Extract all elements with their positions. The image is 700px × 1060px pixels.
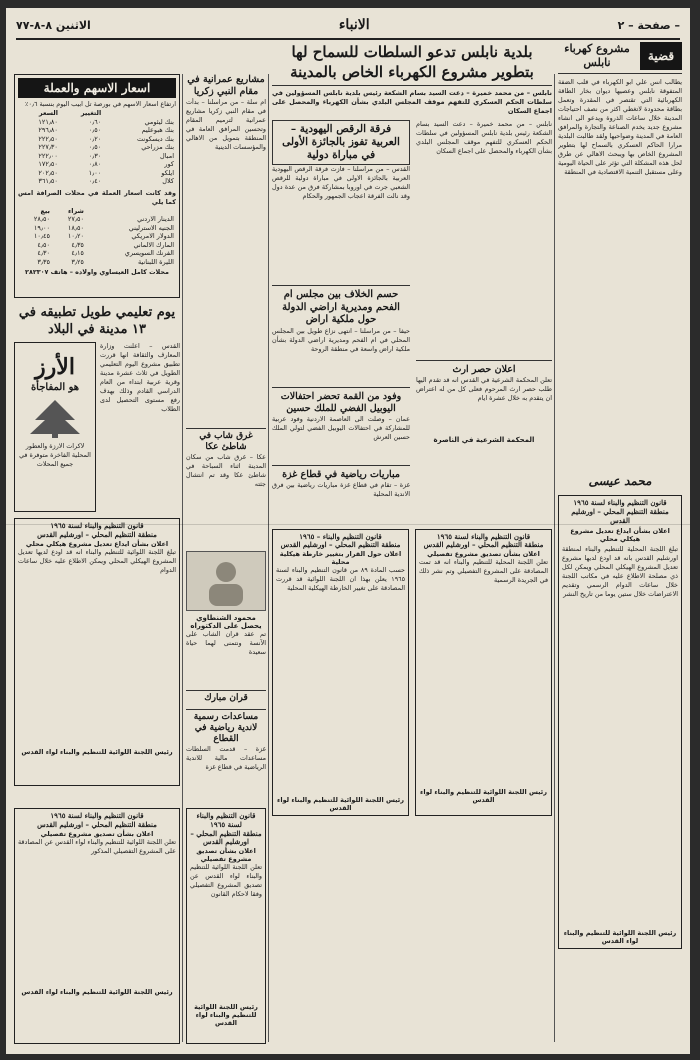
currency-body xyxy=(18,215,176,266)
currency-sell: ١٩٫٠٠ xyxy=(33,223,50,232)
notice-body: تعلن اللجنة اللوائية للتنظيم والبناء لواء القدس عن المصادقة على المشروع التفصيلي المذكور xyxy=(18,837,176,855)
stock-name: بنك ليئومي xyxy=(144,117,174,126)
currency-title: وقد كانت اسعار العملة في محلات الصرافة امس كما يلي xyxy=(18,188,176,206)
stock-name: بنك مزراحي xyxy=(141,143,174,151)
notice-title: قانون التنظيم والبناء لسنة ١٩٦٥ xyxy=(573,498,667,507)
photo-caption: محمود الشنطاوي يحصل على الدكتوراه xyxy=(190,614,262,631)
stock-row xyxy=(18,160,176,169)
currency-name: الفرنك السويسري xyxy=(124,249,174,257)
stock-name: ايلكو xyxy=(161,168,174,177)
ad-title: الأرز xyxy=(35,354,75,380)
main-subcolumns xyxy=(272,120,552,521)
currency-row xyxy=(18,249,176,258)
article-headline: فرقة الرقص اليهودية – العربية تفوز بالجائزة الأولى في مباراة دولية xyxy=(272,120,410,165)
stock-name: بنك هبوعليم xyxy=(141,126,174,134)
notice-title: قانون التنظيم والبناء لسنة ١٩٦٥ xyxy=(436,531,531,541)
stock-row xyxy=(18,143,176,152)
article-headline: مشاريع عمرانية في مقام النبي زكريا xyxy=(187,74,265,97)
currency-name: المارك الالماني xyxy=(133,240,174,249)
notice-title: قانون التنظيم والبناء – ١٩٦٥ xyxy=(299,531,382,541)
prices-note: ارتفاع اسعار الاسهم في بورصة تل ابيب اليوم بنسبة ٠٫٦٪ xyxy=(25,100,176,108)
legal-notice xyxy=(186,808,266,1044)
stock-name: امبال xyxy=(160,151,174,160)
column-divider xyxy=(182,74,183,1042)
currency-sell: ٤٫٥٠ xyxy=(37,240,50,249)
stock-change: ٠٫٦٠ xyxy=(88,117,102,126)
stock-row xyxy=(18,126,176,135)
currency-buy: ١٨٫٥٠ xyxy=(67,223,84,232)
notice-footer: رئيس اللجنة اللوائية للتنظيم والبناء لواء القدس xyxy=(277,796,404,812)
stock-price: ١٧٢٫٥٠ xyxy=(38,160,58,168)
stock-change: ٠٫٥٠ xyxy=(88,126,102,134)
article-headline: مباريات رياضية في قطاع غزة xyxy=(272,465,410,481)
notice-subtitle: منطقة التنظيم المحلي – اورشليم القدس xyxy=(190,828,262,847)
stocks-table xyxy=(18,109,176,186)
notice-lead: اعلان بشأن تصديق مشروع تفصيلي xyxy=(196,847,256,863)
notice-footer: رئيس اللجنة اللوائية للتنظيم والبناء لواء القدس xyxy=(563,929,677,946)
notice-title: قانون التنظيم والبناء لسنة ١٩٦٥ xyxy=(196,811,256,829)
currency-name: الدولار الامريكي xyxy=(131,232,174,240)
legal-notice xyxy=(415,529,552,817)
notice-body: تعلن اللجنة المحلية للتنظيم والبناء انه قد تمت المصادقة على المشروع التفصيلي وتم نشر ذلك في الجريدة الرسمية xyxy=(419,558,548,584)
article-body: حيفا – من مراسلنا – انتهى نزاع طويل بين المجلس المحلي في ام الفحم ومديرية اراضي الدولة بشأن ملكية اراض واسعة في منطقة الروحة xyxy=(272,326,410,353)
currency-name: الجنيه الاسترليني xyxy=(128,223,174,232)
stock-change: ٠٫٣٠ xyxy=(88,151,102,160)
currency-header-sell: بيع xyxy=(40,206,50,215)
currency-buy: ٤٫١٥ xyxy=(71,249,84,257)
article-body: ام سلة – من مراسلنا – بدأت في مقام النبي زكريا مشاريع عمرانية لترميم المقام وتحسين المرافق العامة في المنطقة بتمويل من الاهالي والمؤسسات الدينية xyxy=(186,97,266,151)
currency-buy: ٢٧٫٥٠ xyxy=(67,215,84,223)
currency-row xyxy=(18,258,176,267)
notice-body: تبلغ اللجنة اللوائية للتنظيم والبناء انه قد اودع لديها تعديل المشروع الهيكلي المحلي ويمكن الاطلاع عليه خلال ساعات الدوام xyxy=(18,547,176,574)
notice-title: قانون التنظيم والبناء لسنة ١٩٦٥ xyxy=(50,521,144,530)
article-body: القدس – من مراسلنا – فازت فرقة الرقص اليهودية العربية بالجائزة الاولى في مباراة دولية للرقص الشعبي جرت في اوروبا بمشاركة فرق من عدة دول وقد نالت الفرقة اعجاب الجمهور والحكام xyxy=(272,165,410,201)
stock-change: ٠٫٢٠ xyxy=(88,134,102,143)
header-rule xyxy=(16,38,680,40)
stock-row xyxy=(18,177,176,186)
stock-price: ٣٦١٫٥٠ xyxy=(38,177,58,185)
article-footer: المحكمة الشرعية في الناصرة xyxy=(433,435,535,444)
currency-sell: ٤٫٣٠ xyxy=(37,249,50,257)
article-headline: اعلان حصر ارث xyxy=(416,360,552,376)
legal-notice xyxy=(272,529,409,817)
currency-row xyxy=(18,224,176,233)
issue-date: الاثنين ٨-٨-٧٧ xyxy=(16,18,91,32)
notice-body: تعلن اللجنة اللوائية للتنظيم والبناء لواء القدس عن تصديق المشروع التفصيلي وفقا لاحكام القانون xyxy=(190,863,262,898)
stocks-header-price: السعر xyxy=(38,109,58,117)
article-body: غزة – قدمت السلطات مساعدات مالية للاندية الرياضية في قطاع غزة xyxy=(186,745,266,772)
section-header xyxy=(558,42,682,74)
stock-price: ٢٢٧٫٣٠ xyxy=(38,143,58,151)
stock-price: ١٢١٫٨٠ xyxy=(38,117,58,126)
stocks-header-change: التغيير xyxy=(80,109,102,117)
notice-lead: اعلان حول القرار بتغيير خارطة هيكلية محلية xyxy=(279,550,402,566)
article-body: عمان – وصلت الى العاصمة الاردنية وفود عربية للمشاركة في احتفالات اليوبيل الفضي لتولي الملك حسين العرش xyxy=(272,414,410,441)
currency-buy: ١٠٫٢٠ xyxy=(67,232,84,240)
legal-notice xyxy=(14,808,180,1044)
cedar-icon xyxy=(20,398,90,438)
currency-name: الليرة اللبنانية xyxy=(137,257,174,266)
notice-title: قانون التنظيم والبناء لسنة ١٩٦٥ xyxy=(50,811,144,820)
article-headline: وفود من القمة تحضر احتفالات اليوبيل الفضي للملك حسين xyxy=(272,387,410,415)
article-headline: غرق شاب في شاطئ عكا xyxy=(186,428,266,454)
stock-name: كلال xyxy=(162,177,174,185)
article-body: تم عقد قران الشاب على الآنسة ونتمنى لهما حياة سعيدة xyxy=(186,630,266,657)
notice-lead: اعلان بشأن ايداع تعديل مشروع هيكلي محلي xyxy=(25,539,169,548)
stock-price: ٢٠٢٫٥٠ xyxy=(38,168,58,177)
main-subcolumn-left xyxy=(272,120,410,521)
stocks-header-name xyxy=(103,109,176,118)
column-divider xyxy=(268,74,269,1042)
notice-footer: رئيس اللجنة اللوائية للتنظيم والبناء لواء القدس xyxy=(21,987,173,996)
stock-row xyxy=(18,135,176,144)
notice-lead: اعلان بشأن تصديق مشروع تفصيلي xyxy=(40,829,154,838)
stocks-header-row xyxy=(18,109,176,118)
page-number: صفحة – ٢ – xyxy=(617,18,680,32)
stock-price: ٢٩٦٫٨٠ xyxy=(38,126,58,134)
signature: محمد عيسى xyxy=(588,474,652,488)
stock-change: ٠٫٥٠ xyxy=(88,143,102,151)
right-column xyxy=(558,42,682,1046)
portrait-icon xyxy=(187,552,265,608)
currency-sell: ١٠٫٤٥ xyxy=(33,232,50,240)
notice-body: حسب المادة ٨٩ من قانون التنظيم والبناء لسنة ١٩٦٥ يعلن بهذا ان اللجنة اللوائية قد قررت المصادقة على تغيير الخارطة الهيكلية المحلية xyxy=(276,566,405,592)
notice-lead: اعلان بشأن تصديق مشروع تفصيلي xyxy=(427,550,540,558)
article-body: يطالب انس علي ابو الكهرباء في قلب الضفة المتفوقة نابلس وعصيها ديوان بخار الطاقة الكهربائية التي تقتصر في المقدرة وتعمل بطاقة محدودة لاتغطي اكثر من نصف احتياجات المدينة خلال ساعات الذروة ويدعو الى انشاء مشروع جديد يخدم الصناعة والتجارة والمرافق العامة في المدينة وضواحيها ولقد طالبت البلدية مرارا الحاكم العسكري بالسماح لها بتطوير المشروع الخاص بها ويبحث الاهالي عن طرق لحل هذه المشكلة التي تؤثر على الحياة اليومية وعلى مستقبل التنمية الاقتصادية في المنطقة xyxy=(558,78,682,176)
article-body: تعلن المحكمة الشرعية في القدس انه قد تقدم اليها طلب حصر ارث المرحوم فعلى كل من له اعتراض ان يتقدم به خلال عشرة ايام xyxy=(416,375,552,402)
currency-name: الدينار الاردني xyxy=(137,215,174,223)
main-subcolumn-right xyxy=(416,120,552,521)
notice-subtitle: منطقة التنظيم المحلي – اورشليم القدس xyxy=(571,506,669,525)
article-headline: قران مبارك xyxy=(186,690,266,704)
main-lead: نابلس – من محمد خميرة – دعت السيد بسام الشكعة رئيس بلدية نابلس المسؤولين في سلطات الحكم العسكري للتفهم موقف المجلس البلدي بشأن الكهرباء والمحصل على اجماع السكان xyxy=(272,89,552,115)
article-row xyxy=(14,342,180,512)
section-stamp: قضية xyxy=(640,42,682,70)
currency-sell: ٣٫٣٥ xyxy=(37,257,50,266)
article-body: غزة – تقام في قطاع غزة مباريات رياضية بين فرق الاندية المحلية xyxy=(272,480,410,498)
currency-table xyxy=(18,207,176,267)
currency-row xyxy=(18,215,176,224)
article-body: القدس – اعلنت وزارة المعارف والثقافة انها قررت تطبيق مشروع اليوم التعليمي الطويل في ثلاث عشرة مدينة وقرية عربية ابتداء من العام الدراسي القادم وذلك بهدف رفع مستوى التحصيل لدى الطلاب xyxy=(100,342,180,413)
portrait-photo xyxy=(186,551,266,611)
currency-buy: ٤٫٣٥ xyxy=(71,240,84,249)
currency-row xyxy=(18,232,176,241)
main-column xyxy=(272,42,552,1046)
article-headline: يوم تعليمي طويل تطبيقه في ١٣ مدينة في البلاد xyxy=(18,305,176,337)
column-divider xyxy=(554,74,555,1042)
stock-price: ٢٢٢٫٥٠ xyxy=(38,134,58,143)
stock-price: ٢٢٢٫٠٠ xyxy=(38,151,58,160)
main-notices xyxy=(272,529,552,817)
article-headline: مساعدات رسمية لاندية رياضية في القطاع xyxy=(186,709,266,746)
notice-lead: اعلان بشأن ايداع تعديل مشروع هيكلي محلي xyxy=(570,527,670,544)
currency-header-name xyxy=(86,207,176,216)
notice-footer: رئيس اللجنة اللوائية للتنظيم والبناء لواء القدس xyxy=(21,747,173,756)
page-header xyxy=(16,14,680,36)
page-fold xyxy=(6,524,690,525)
article-body: عكا – غرق شاب من سكان المدينة اثناء السباحة في شاطئ عكا وقد تم انتشال جثته xyxy=(186,453,266,489)
main-headline: بلدية نابلس تدعو السلطات للسماح لها بتطوير مشروع الكهرباء الخاص بالمدينة xyxy=(272,42,552,86)
currency-source: محلات كامل العيساوي واولاده – هاتف ٢٨٢٣٠٧ xyxy=(25,268,169,276)
newspaper-page xyxy=(6,8,690,1054)
stock-change: ٠٫٤٠ xyxy=(88,177,102,185)
article-headline: حسم الخلاف بين مجلس ام الفحم ومديرية اراضي الدولة حول ملكية اراض xyxy=(272,285,410,327)
stock-name: كور xyxy=(164,160,174,168)
ad-body: لاكرات الارزة والعطور المحلية الفاخرة متوفرة في جميع المحلات xyxy=(19,442,91,468)
main-body: نابلس – من محمد خميرة – دعت السيد بسام الشكعة رئيس بلدية نابلس المسؤولين في سلطات الحكم العسكري للتفهم موقف المجلس البلدي بشأن الكهرباء والمحصل على اجماع السكان xyxy=(416,120,552,155)
legal-notice xyxy=(558,495,682,949)
stock-row xyxy=(18,118,176,127)
notice-subtitle: منطقة التنظيم المحلي – اورشليم القدس xyxy=(280,540,401,550)
stock-name: بنك ديسكونت xyxy=(137,134,174,143)
currency-sell: ٢٨٫٥٠ xyxy=(33,215,50,223)
ad-subtitle: هو المفاجأة xyxy=(30,381,80,393)
stock-change: ١٫٠٠ xyxy=(88,168,102,177)
notice-subtitle: منطقة التنظيم المحلي – اورشليم القدس xyxy=(37,529,157,539)
advertisement xyxy=(14,342,96,512)
prices-box xyxy=(14,74,180,298)
currency-header-row xyxy=(18,207,176,216)
notice-footer: رئيس اللجنة اللوائية للتنظيم والبناء لواء القدس xyxy=(420,788,547,804)
stock-change: ٠٫٨٠ xyxy=(88,160,102,168)
masthead: الانباء xyxy=(338,17,370,33)
notice-subtitle: منطقة التنظيم المحلي – اورشليم القدس xyxy=(37,819,157,829)
stocks-body xyxy=(18,118,176,186)
notice-body: تبلغ اللجنة المحلية للتنظيم والبناء لمنطقة اورشليم القدس بانه قد اودع لديها مشروع تعديل المشروع الهيكلي المحلي ويمكن لكل ذي مصلحة الاطلاع عليه في مكاتب اللجنة خلال ساعات الدوام الرسمي وتقديم الاعتراضات خلال ستين يوما من تاريخ النشر xyxy=(562,545,678,599)
legal-notice xyxy=(14,518,180,786)
stock-row xyxy=(18,152,176,161)
stock-row xyxy=(18,169,176,178)
prices-title: اسعار الاسهم والعملة xyxy=(18,78,176,98)
notice-subtitle: منطقة التنظيم المحلي – اورشليم القدس xyxy=(423,540,544,550)
notice-footer: رئيس اللجنة اللوائية للتنظيم والبناء لواء القدس xyxy=(194,1003,258,1027)
currency-buy: ٣٫٢٥ xyxy=(71,257,84,266)
currency-header-buy: شراء xyxy=(67,206,84,215)
section-title: مشروع كهرباء نابلس xyxy=(564,42,630,69)
currency-row xyxy=(18,241,176,250)
